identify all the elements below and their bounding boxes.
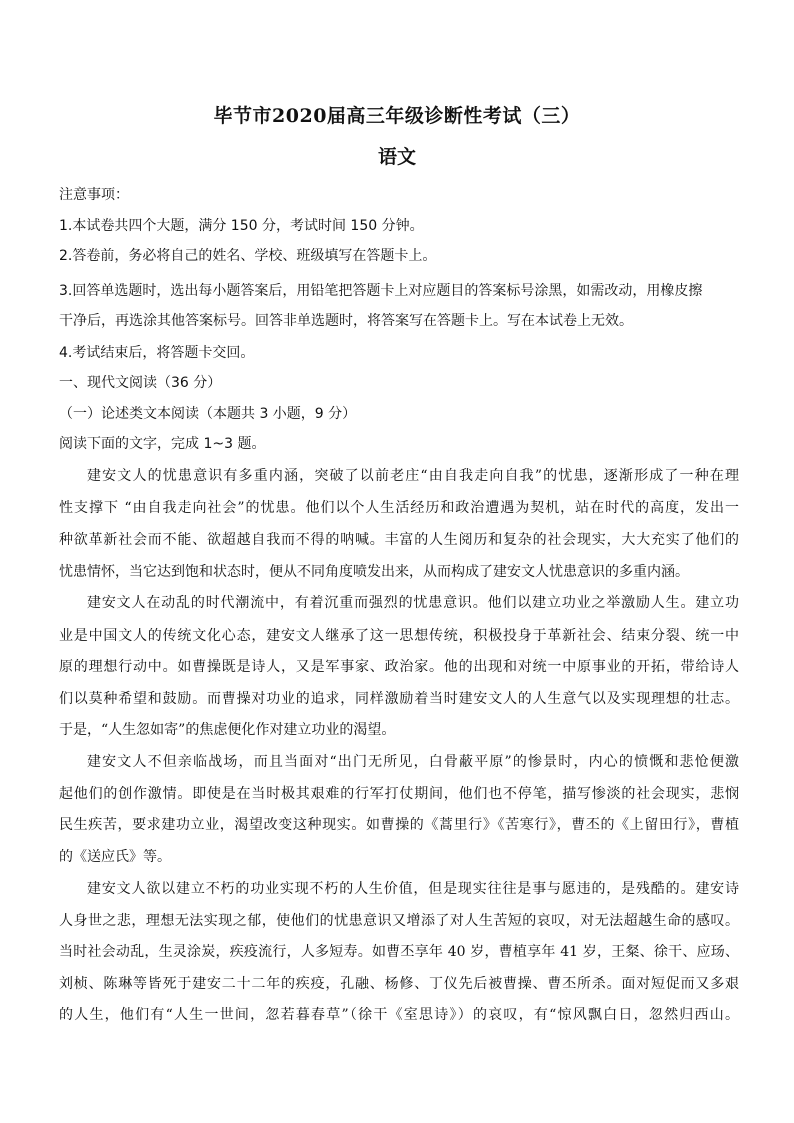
passage-line: 的《送应氏》等。 <box>59 849 171 865</box>
notes-item: 3.回答单选题时，选出每小题答案后，用铅笔把答题卡上对应题目的答案标号涂黑，如需改动，用橡皮擦 <box>59 283 703 299</box>
passage-line: 原的理想行动中。如曹操既是诗人，又是军事家、政治家。他的出现和对统一中原事业的开拓，带给诗人 <box>59 659 739 675</box>
passage-line: 建安文人不但亲临战场，而且当面对“出门无所见，白骨蔽平原”的惨景时，内心的愤慨和悲怆便激 <box>87 754 739 770</box>
exam-title: 毕节市2020届高三年级诊断性考试（三） <box>213 105 581 127</box>
notes-item: 干净后，再选涂其他答案标号。回答非单选题时，将答案写在答题卡上。写在本试卷上无效。 <box>59 313 633 329</box>
reading-instruction: 阅读下面的文字，完成 1~3 题。 <box>59 436 266 452</box>
notes-heading: 注意事项： <box>59 187 129 203</box>
passage-line: 于是，“人生忽如寄”的焦虑便化作对建立功业的渴望。 <box>59 722 396 738</box>
passage-line: 建安文人欲以建立不朽的功业实现不朽的人生价值，但是现实往往是事与愿违的，是残酷的。建安诗 <box>87 881 739 897</box>
passage-line: 建安文人的忧患意识有多重内涵，突破了以前老庄“由自我走向自我”的忧患，逐渐形成了一种在理 <box>87 468 739 484</box>
sub-section-heading: （一）论述类文本阅读（本题共 3 小题，9 分） <box>59 406 357 422</box>
passage-line: 当时社会动乱，生灵涂炭，疾疫流行，人多短寿。如曹丕享年 40 岁，曹植享年 41 岁，王粲、徐干、应玚、 <box>59 944 739 960</box>
section-heading: 一、现代文阅读（36 分） <box>59 375 222 391</box>
notes-item: 1.本试卷共四个大题，满分 150 分，考试时间 150 分钟。 <box>59 218 424 234</box>
passage-line: 刘桢、陈琳等皆死于建安二十二年的疾疫，孔融、杨修、丁仪先后被曹操、曹丕所杀。面对短促而又多艰 <box>59 976 739 992</box>
passage-line: 种欲革新社会而不能、欲超越自我而不得的呐喊。丰富的人生阅历和复杂的社会现实，大大充实了他们的 <box>59 532 739 548</box>
passage-line: 业是中国文人的传统文化心态，建安文人继承了这一思想传统，积极投身于革新社会、结束分裂、统一中 <box>59 628 739 644</box>
subject-title: 语文 <box>377 146 416 168</box>
passage-line: 起他们的创作激情。即使是在当时极其艰难的行军打仗期间，他们也不停笔，描写惨淡的社会现实，悲悯 <box>59 786 739 802</box>
passage-line: 民生疾苦，要求建功立业，渴望改变这种现实。如曹操的《蒿里行》《苦寒行》，曹丕的《上留田行》，曹植 <box>59 817 739 833</box>
notes-item: 4.考试结束后，将答题卡交回。 <box>59 345 255 361</box>
passage-line: 的人生，他们有“人生一世间，忽若暮春草”（徐干《室思诗》）的哀叹，有“惊风飘白日，忽然归西山。 <box>59 1007 739 1023</box>
passage-line: 性支撑下 “由自我走向社会”的忧患。他们以个人生活经历和政治遭遇为契机，站在时代的高度，发出一 <box>59 500 739 516</box>
passage-line: 建安文人在动乱的时代潮流中，有着沉重而强烈的忧患意识。他们以建立功业之举激励人生。建立功 <box>87 595 739 611</box>
passage-line: 忧患情怀，当它达到饱和状态时，便从不同角度喷发出来，从而构成了建安文人忧患意识的多重内涵。 <box>59 564 689 580</box>
notes-item: 2.答卷前，务必将自己的姓名、学校、班级填写在答题卡上。 <box>59 248 437 264</box>
passage-line: 们以莫种希望和鼓励。而曹操对功业的追求，同样激励着当时建安文人的人生意气以及实现理想的壮志。 <box>59 691 739 707</box>
passage-line: 人身世之悲，理想无法实现之郁，使他们的忧患意识又增添了对人生苦短的哀叹，对无法超越生命的感叹。 <box>59 913 739 929</box>
